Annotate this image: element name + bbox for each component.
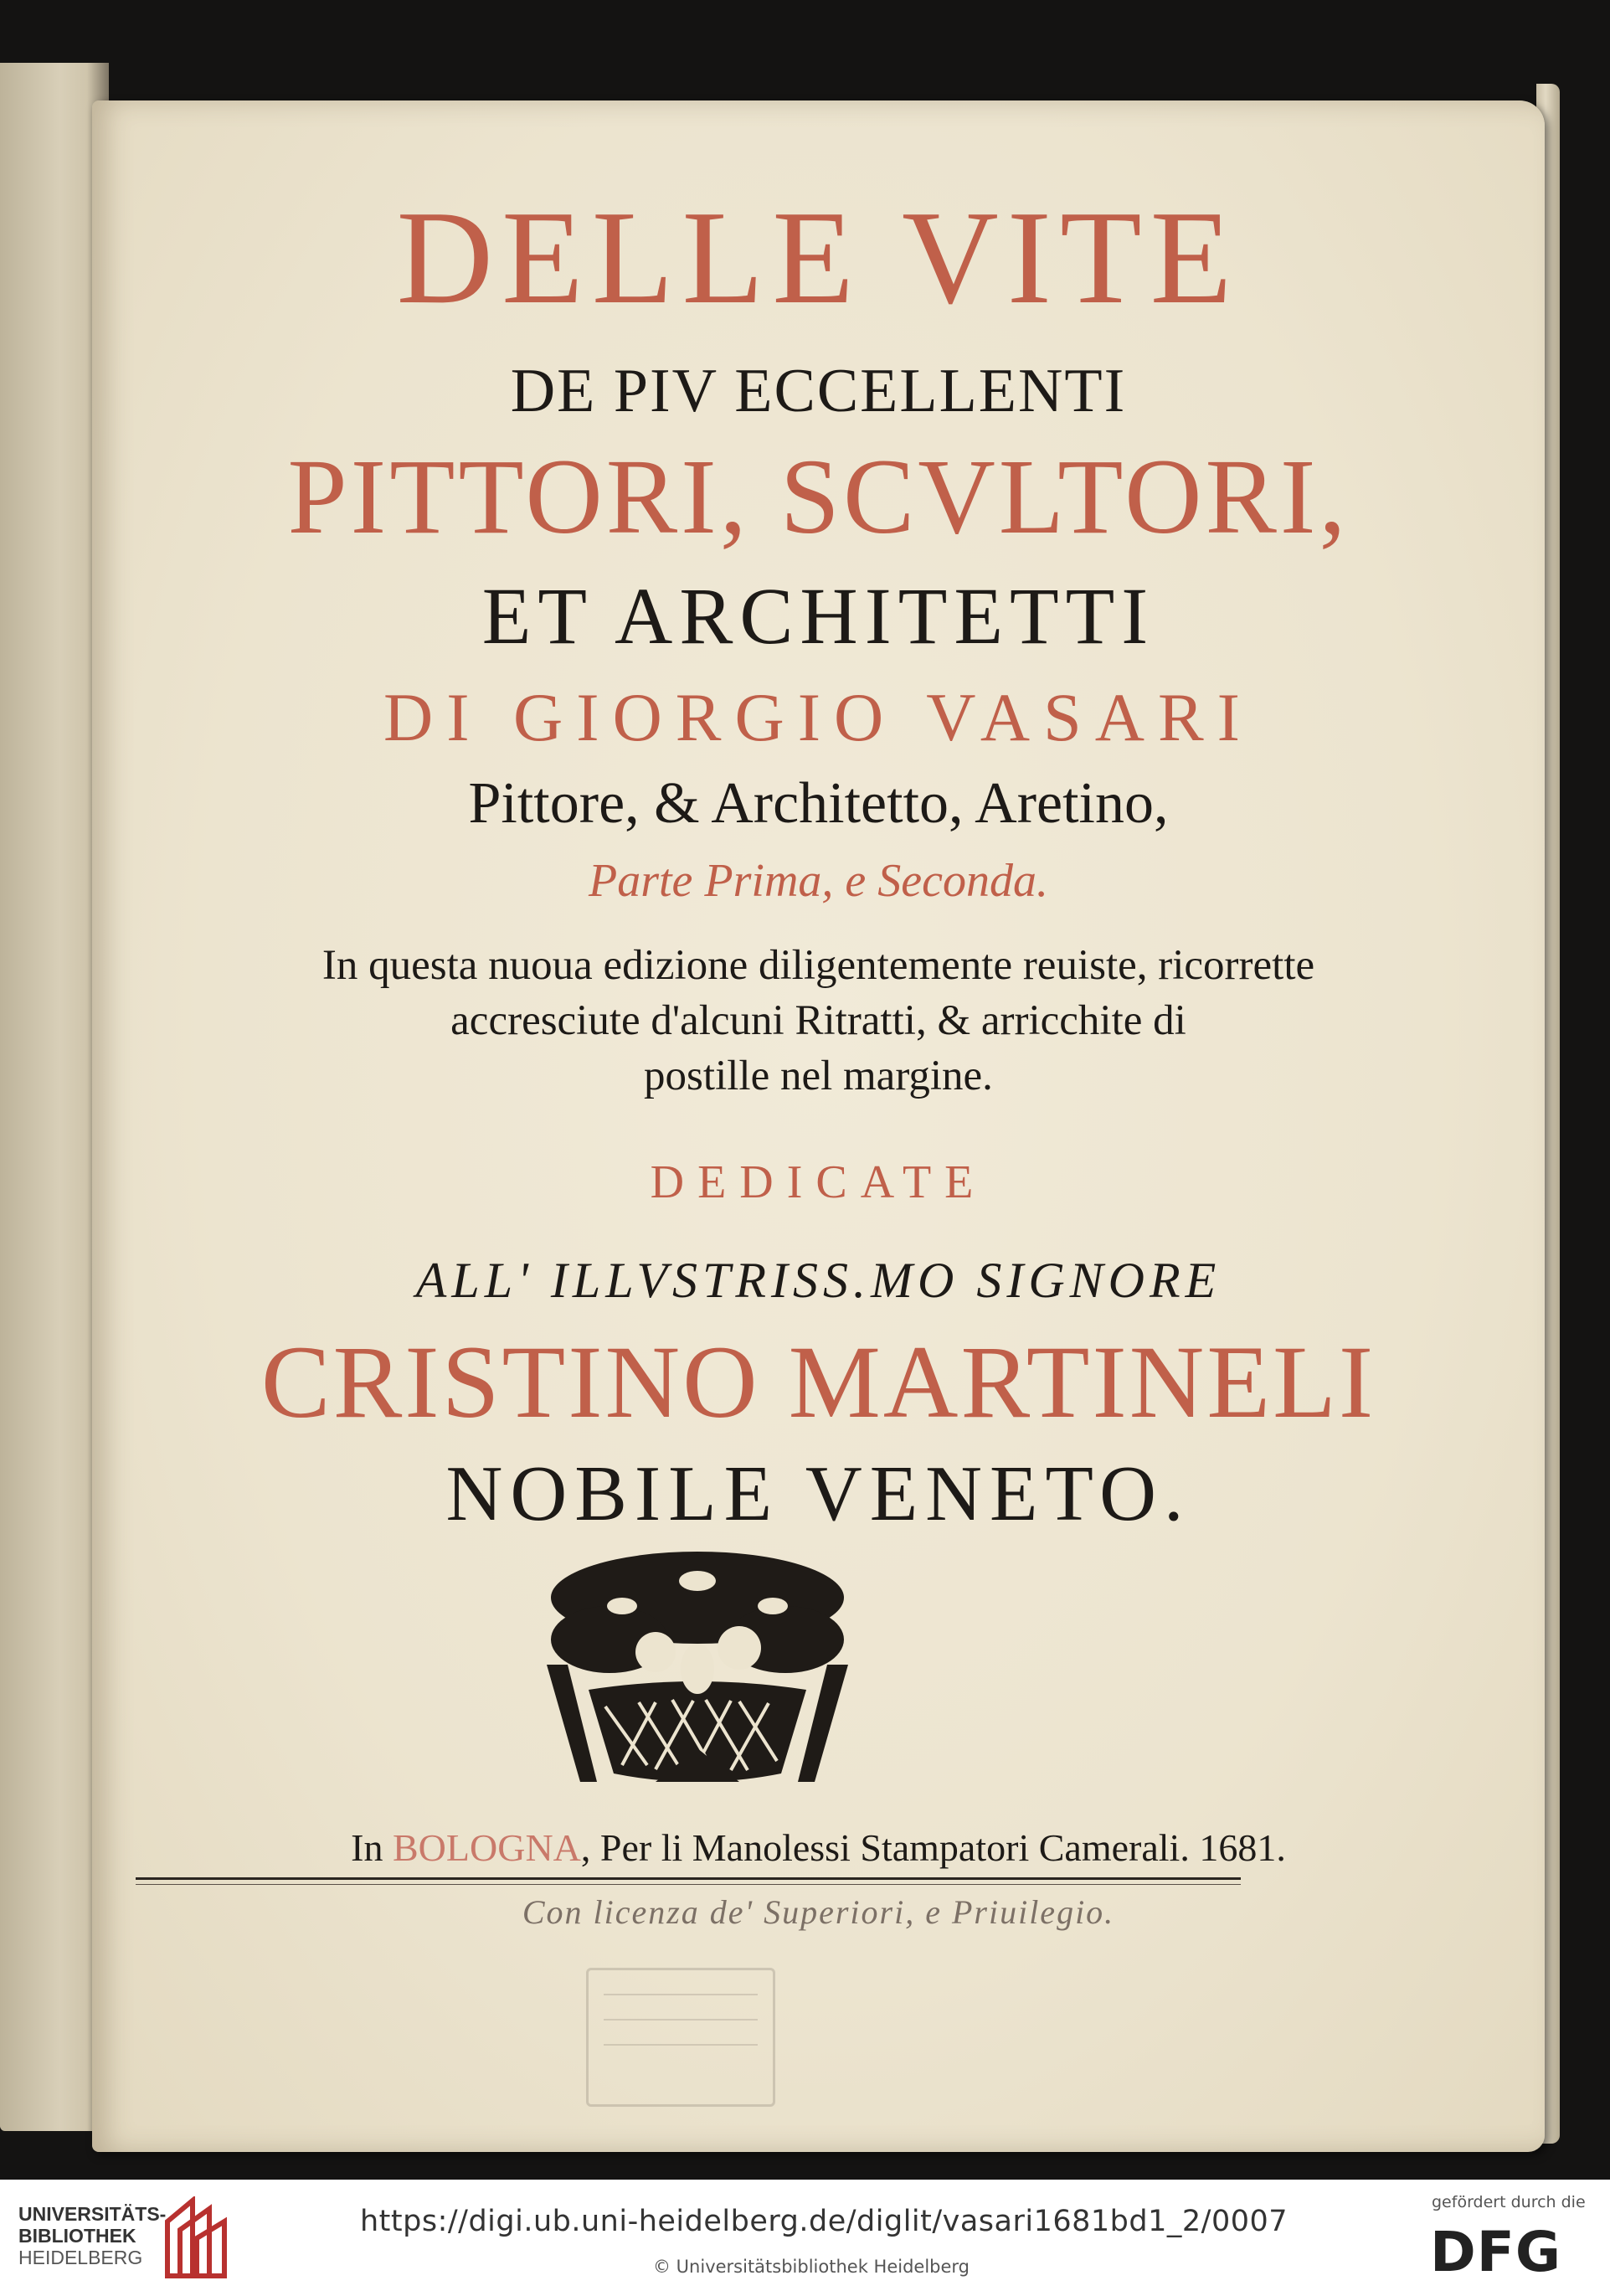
author-profession: Pittore, & Architetto, Aretino,	[468, 771, 1169, 836]
imprint-line	[92, 1825, 1545, 1870]
description-line: postille nel margine.	[644, 1053, 993, 1099]
dedication-line: ALL' ILLVSTRISS.MO SIGNORE	[415, 1253, 1222, 1308]
permalink-url[interactable]: https://digi.ub.uni-heidelberg.de/diglit/vasari1681bd1_2/0007	[360, 2205, 1289, 2238]
library-name-line: UNIVERSITÄTS-	[18, 2203, 167, 2225]
fruit-basket-woodcut	[530, 1547, 865, 1799]
copyright-notice: © Universitätsbibliothek Heidelberg	[653, 2257, 970, 2277]
dedicatee-title: NOBILE VENETO.	[445, 1450, 1191, 1537]
parts-line: Parte Prima, e Seconda.	[589, 855, 1048, 907]
license-line: Con licenza de' Superiori, e Priuilegio.	[522, 1893, 1115, 1931]
subtitle-line-1: DE PIV ECCELLENTI	[510, 357, 1127, 425]
imprint-rule	[136, 1877, 1241, 1880]
library-name-line: BIBLIOTHEK	[18, 2225, 136, 2247]
description-line: In questa nuoua edizione diligentemente reuiste, ricorrette	[321, 942, 1315, 989]
author-line: DI GIORGIO VASARI	[383, 679, 1253, 755]
library-name-line: HEIDELBERG	[18, 2247, 143, 2268]
funding-label: gefördert durch die	[1432, 2193, 1586, 2211]
imprint-rest: , Per li Manolessi Stampatori Camerali. 1681.	[580, 1826, 1286, 1869]
dfg-logo[interactable]: DFG	[1430, 2220, 1562, 2284]
book-title: DELLE VITE	[396, 183, 1241, 332]
description-line: accresciute d'alcuni Ritratti, & arricchite di	[450, 997, 1186, 1044]
subtitle-line-2: PITTORI, SCVLTORI,	[287, 437, 1350, 556]
footer-bar	[0, 2180, 1610, 2296]
library-logo-icon[interactable]	[159, 2196, 229, 2280]
dedicatee-name: CRISTINO MARTINELI	[260, 1325, 1376, 1439]
title-page	[92, 100, 1545, 2152]
imprint-city: BOLOGNA	[393, 1826, 581, 1869]
imprint-prefix: In	[351, 1826, 383, 1869]
subtitle-line-3: ET ARCHITETTI	[481, 571, 1155, 661]
imprint-rule-thin	[136, 1884, 1241, 1885]
library-logo-text[interactable]	[18, 2203, 166, 2268]
dedicate-heading: DEDICATE	[650, 1156, 987, 1208]
library-stamp	[586, 1968, 775, 2107]
edition-description	[92, 938, 1545, 1104]
